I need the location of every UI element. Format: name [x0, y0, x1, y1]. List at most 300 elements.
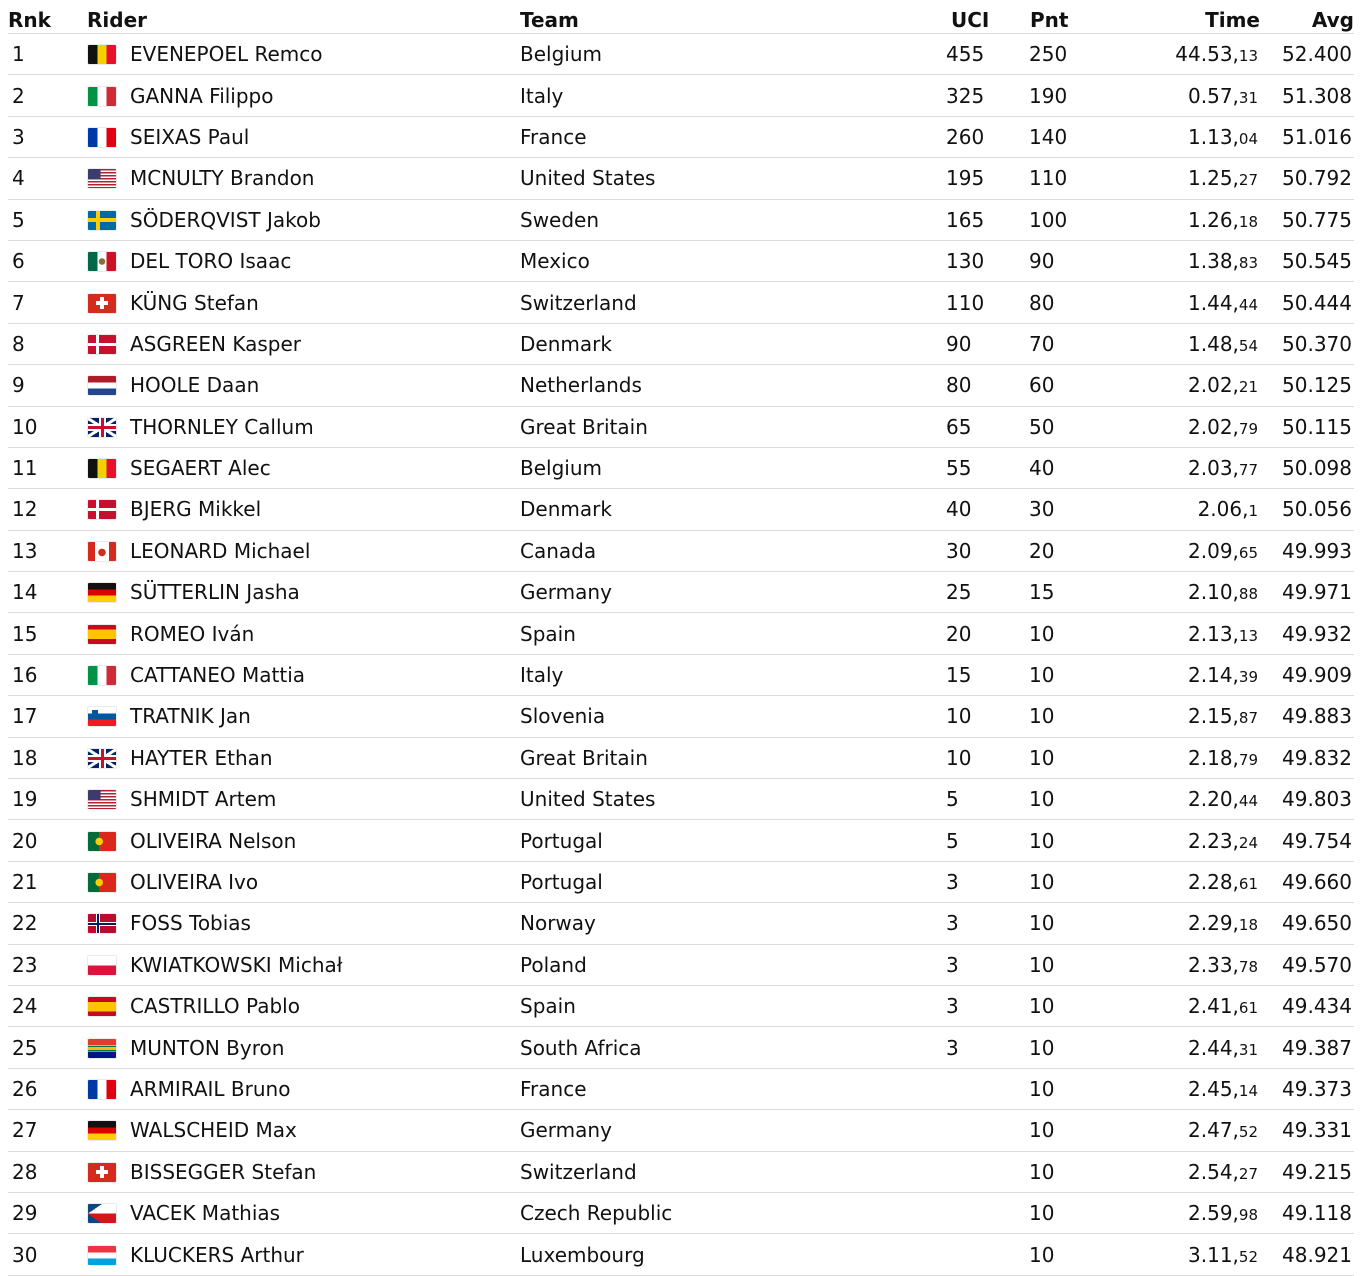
uci-cell: 3	[944, 944, 1024, 985]
table-row[interactable]	[8, 282, 1354, 323]
uci-cell: 325	[944, 75, 1024, 116]
rider-cell	[86, 1110, 520, 1151]
rider-cell	[86, 158, 520, 199]
table-row[interactable]	[8, 779, 1354, 820]
table-row[interactable]	[8, 903, 1354, 944]
time-value: 1.44,	[1188, 290, 1239, 315]
team-name-link[interactable]: France	[520, 124, 587, 149]
rider-name-link[interactable]: GANNA Filippo	[130, 83, 274, 108]
points-cell: 10	[1024, 820, 1124, 861]
rider-name-link[interactable]: LEONARD Michael	[130, 538, 311, 563]
team-cell	[520, 282, 944, 323]
table-row[interactable]	[8, 654, 1354, 695]
average-speed-cell: 49.832	[1260, 737, 1354, 778]
time-value: 2.33,	[1188, 952, 1239, 977]
points-cell: 30	[1024, 489, 1124, 530]
time-hundredths: 18	[1238, 212, 1258, 231]
team-name-link[interactable]: Portugal	[520, 870, 603, 894]
uci-cell: 10	[944, 737, 1024, 778]
points-cell: 90	[1024, 240, 1124, 281]
points-cell: 190	[1024, 75, 1124, 116]
team-name-link[interactable]: Portugal	[520, 828, 603, 853]
rank-cell: 26	[8, 1068, 86, 1109]
team-name-link[interactable]: Luxembourg	[520, 1242, 645, 1267]
table-row[interactable]	[8, 34, 1354, 75]
rider-name-link[interactable]: HOOLE Daan	[130, 373, 260, 398]
results-table	[8, 0, 1354, 1276]
time-hundredths: 79	[1238, 750, 1258, 769]
rider-cell	[86, 323, 520, 364]
points-cell: 10	[1024, 1234, 1124, 1275]
rider-name-link[interactable]: SÜTTERLIN Jasha	[130, 580, 300, 605]
uci-cell	[944, 1151, 1024, 1192]
team-cell	[520, 985, 944, 1026]
rider-name-link[interactable]: BJERG Mikkel	[130, 497, 262, 522]
time-cell	[1124, 944, 1260, 985]
rider-cell	[86, 1192, 520, 1233]
time-hundredths: 87	[1238, 709, 1258, 728]
team-name-link[interactable]: Poland	[520, 952, 587, 977]
time-cell	[1124, 1192, 1260, 1233]
rider-name-link[interactable]: TRATNIK Jan	[130, 704, 251, 729]
time-value: 2.14,	[1188, 663, 1239, 688]
uci-cell	[944, 1234, 1024, 1275]
time-cell	[1124, 737, 1260, 778]
average-speed-cell: 49.932	[1260, 613, 1354, 654]
time-value: 1.38,	[1188, 249, 1239, 274]
time-value: 2.44,	[1188, 1035, 1239, 1060]
team-cell	[520, 240, 944, 281]
rider-cell	[86, 1068, 520, 1109]
rank-cell: 6	[8, 240, 86, 281]
rank-cell: 16	[8, 654, 86, 695]
time-value: 2.06,	[1197, 497, 1249, 522]
team-name-link[interactable]: Spain	[520, 994, 576, 1019]
time-cell	[1124, 1151, 1260, 1192]
time-value: 2.45,	[1188, 1076, 1239, 1101]
time-cell	[1124, 282, 1260, 323]
team-name-link[interactable]: Mexico	[520, 249, 590, 274]
time-cell	[1124, 406, 1260, 447]
team-name-link[interactable]: Norway	[520, 911, 596, 936]
time-cell	[1124, 654, 1260, 695]
time-hundredths: 78	[1238, 957, 1258, 976]
rider-name-link[interactable]: CATTANEO Mattia	[130, 663, 306, 688]
table-row[interactable]	[8, 737, 1354, 778]
rider-cell	[86, 447, 520, 488]
team-name-link[interactable]: Italy	[520, 83, 564, 108]
average-speed-cell: 49.331	[1260, 1110, 1354, 1151]
uci-cell: 25	[944, 572, 1024, 613]
team-name-link[interactable]: United States	[520, 787, 656, 812]
uci-cell: 5	[944, 820, 1024, 861]
rank-cell: 17	[8, 696, 86, 737]
time-hundredths: 65	[1238, 543, 1258, 562]
time-value: 1.26,	[1188, 207, 1239, 232]
time-hundredths: 52	[1238, 1247, 1258, 1266]
rider-cell	[86, 696, 520, 737]
points-cell: 10	[1024, 1192, 1124, 1233]
rider-name-link[interactable]: HAYTER Ethan	[130, 745, 273, 770]
time-hundredths: 21	[1238, 378, 1258, 397]
header-time[interactable]: Time	[1124, 0, 1260, 34]
team-cell	[520, 447, 944, 488]
rider-name-link[interactable]: ARMIRAIL Bruno	[130, 1076, 291, 1101]
time-value: 0.57,	[1188, 83, 1239, 108]
rider-cell	[86, 903, 520, 944]
rider-name-link[interactable]: KÜNG Stefan	[130, 290, 259, 315]
uci-cell: 5	[944, 779, 1024, 820]
rank-cell: 1	[8, 34, 86, 75]
average-speed-cell: 49.971	[1260, 572, 1354, 613]
header-rank[interactable]: Rnk	[8, 0, 86, 34]
rider-name-link[interactable]: SEGAERT Alec	[130, 456, 271, 481]
team-cell	[520, 158, 944, 199]
rider-name-link[interactable]: THORNLEY Callum	[130, 414, 314, 439]
rider-cell	[86, 820, 520, 861]
mx-flag-icon	[88, 252, 116, 271]
average-speed-cell: 50.098	[1260, 447, 1354, 488]
points-cell: 10	[1024, 779, 1124, 820]
table-row[interactable]	[8, 613, 1354, 654]
ch-flag-icon	[88, 1163, 116, 1182]
uci-cell: 110	[944, 282, 1024, 323]
team-cell	[520, 365, 944, 406]
time-cell	[1124, 861, 1260, 902]
table-row[interactable]	[8, 158, 1354, 199]
team-name-link[interactable]: Sweden	[520, 207, 600, 232]
table-row[interactable]	[8, 530, 1354, 571]
time-hundredths: 54	[1238, 336, 1258, 355]
time-value: 2.20,	[1188, 787, 1239, 812]
rider-name-link[interactable]: SEIXAS Paul	[130, 124, 250, 149]
table-row[interactable]	[8, 489, 1354, 530]
points-cell: 70	[1024, 323, 1124, 364]
rider-name-link[interactable]: BISSEGGER Stefan	[130, 1159, 317, 1184]
team-name-link[interactable]: Spain	[520, 621, 576, 646]
time-value: 2.02,	[1188, 414, 1239, 439]
time-hundredths: 79	[1238, 419, 1258, 438]
points-cell: 20	[1024, 530, 1124, 571]
time-hundredths: 77	[1238, 461, 1258, 480]
table-row[interactable]	[8, 240, 1354, 281]
time-hundredths: 13	[1238, 626, 1258, 645]
uci-cell: 30	[944, 530, 1024, 571]
team-name-link[interactable]: Switzerland	[520, 1159, 637, 1184]
gb-flag-icon	[88, 418, 116, 437]
rider-cell	[86, 985, 520, 1026]
time-cell	[1124, 365, 1260, 406]
time-hundredths: 98	[1238, 1206, 1258, 1225]
team-name-link[interactable]: Belgium	[520, 42, 602, 67]
de-flag-icon	[88, 1121, 116, 1140]
points-cell: 110	[1024, 158, 1124, 199]
table-row[interactable]	[8, 1110, 1354, 1151]
average-speed-cell: 50.056	[1260, 489, 1354, 530]
time-hundredths: 31	[1238, 88, 1258, 107]
time-cell	[1124, 75, 1260, 116]
rider-cell	[86, 572, 520, 613]
table-row[interactable]	[8, 406, 1354, 447]
header-row	[8, 0, 1354, 34]
rider-cell	[86, 944, 520, 985]
team-cell	[520, 406, 944, 447]
time-hundredths: 44	[1238, 295, 1258, 314]
rider-cell	[86, 1027, 520, 1068]
uci-cell: 165	[944, 199, 1024, 240]
team-name-link[interactable]: Slovenia	[520, 704, 606, 729]
table-row[interactable]	[8, 365, 1354, 406]
team-cell	[520, 1027, 944, 1068]
team-cell	[520, 199, 944, 240]
za-flag-icon	[88, 1039, 116, 1058]
rank-cell: 4	[8, 158, 86, 199]
table-row[interactable]	[8, 447, 1354, 488]
header-uci[interactable]: UCI	[944, 0, 1024, 34]
time-value: 1.25,	[1188, 166, 1239, 191]
points-cell: 10	[1024, 696, 1124, 737]
table-row[interactable]	[8, 572, 1354, 613]
header-average[interactable]: Avg	[1260, 0, 1354, 34]
uci-cell: 195	[944, 158, 1024, 199]
rider-name-link[interactable]: ASGREEN Kasper	[130, 331, 302, 356]
time-value: 2.15,	[1188, 704, 1239, 729]
team-name-link[interactable]: Great Britain	[520, 414, 648, 439]
team-name-link[interactable]: Great Britain	[520, 745, 648, 770]
time-cell	[1124, 530, 1260, 571]
rank-cell: 20	[8, 820, 86, 861]
time-value: 2.02,	[1188, 373, 1239, 398]
rank-cell: 23	[8, 944, 86, 985]
points-cell: 10	[1024, 1027, 1124, 1068]
fr-flag-icon	[88, 128, 116, 147]
table-row[interactable]	[8, 199, 1354, 240]
table-row[interactable]	[8, 1068, 1354, 1109]
rider-name-link[interactable]: WALSCHEID Max	[130, 1118, 297, 1143]
rank-cell: 11	[8, 447, 86, 488]
time-hundredths: 83	[1238, 254, 1258, 273]
rider-name-link[interactable]: EVENEPOEL Remco	[130, 42, 323, 67]
average-speed-cell: 51.016	[1260, 116, 1354, 157]
team-name-link[interactable]: Germany	[520, 580, 612, 605]
team-name-link[interactable]: France	[520, 1076, 587, 1101]
rider-cell	[86, 779, 520, 820]
time-value: 1.13,	[1188, 124, 1239, 149]
rider-name-link[interactable]: SÖDERQVIST Jakob	[130, 207, 321, 232]
points-cell: 10	[1024, 861, 1124, 902]
time-value: 3.11,	[1188, 1242, 1239, 1267]
us-flag-icon	[88, 169, 116, 188]
uci-cell: 260	[944, 116, 1024, 157]
table-row[interactable]	[8, 861, 1354, 902]
team-cell	[520, 489, 944, 530]
table-row[interactable]	[8, 1027, 1354, 1068]
time-value: 2.09,	[1188, 538, 1239, 563]
points-cell: 250	[1024, 34, 1124, 75]
points-cell: 140	[1024, 116, 1124, 157]
points-cell: 10	[1024, 944, 1124, 985]
rider-cell	[86, 406, 520, 447]
average-speed-cell: 52.400	[1260, 34, 1354, 75]
rank-cell: 3	[8, 116, 86, 157]
uci-cell	[944, 1068, 1024, 1109]
rank-cell: 18	[8, 737, 86, 778]
rider-name-link[interactable]: OLIVEIRA Ivo	[130, 870, 259, 894]
table-row[interactable]	[8, 75, 1354, 116]
average-speed-cell: 50.125	[1260, 365, 1354, 406]
team-name-link[interactable]: Netherlands	[520, 373, 642, 398]
points-cell: 10	[1024, 1110, 1124, 1151]
pt-flag-icon	[88, 832, 116, 851]
average-speed-cell: 49.215	[1260, 1151, 1354, 1192]
team-name-link[interactable]: Denmark	[520, 331, 612, 356]
time-value: 2.41,	[1188, 994, 1239, 1019]
it-flag-icon	[88, 87, 116, 106]
team-cell	[520, 1068, 944, 1109]
uci-cell: 3	[944, 903, 1024, 944]
table-row[interactable]	[8, 944, 1354, 985]
rank-cell: 19	[8, 779, 86, 820]
de-flag-icon	[88, 583, 116, 602]
table-row[interactable]	[8, 820, 1354, 861]
ch-flag-icon	[88, 294, 116, 313]
rider-name-link[interactable]: VACEK Mathias	[130, 1201, 281, 1226]
time-value: 2.47,	[1188, 1118, 1239, 1143]
team-name-link[interactable]: Belgium	[520, 456, 602, 481]
rider-cell	[86, 282, 520, 323]
points-cell: 15	[1024, 572, 1124, 613]
uci-cell: 3	[944, 985, 1024, 1026]
time-value: 2.18,	[1188, 745, 1239, 770]
time-hundredths: 61	[1238, 999, 1258, 1018]
time-value: 44.53,	[1175, 42, 1239, 67]
rank-cell: 10	[8, 406, 86, 447]
lu-flag-icon	[88, 1246, 116, 1265]
average-speed-cell: 49.883	[1260, 696, 1354, 737]
time-hundredths: 1	[1248, 502, 1258, 521]
header-rider[interactable]: Rider	[86, 0, 520, 34]
rider-cell	[86, 34, 520, 75]
time-hundredths: 13	[1238, 47, 1258, 66]
rank-cell: 28	[8, 1151, 86, 1192]
table-row[interactable]	[8, 1151, 1354, 1192]
average-speed-cell: 49.803	[1260, 779, 1354, 820]
time-hundredths: 27	[1238, 171, 1258, 190]
uci-cell	[944, 1110, 1024, 1151]
time-hundredths: 88	[1238, 585, 1258, 604]
rider-name-link[interactable]: MUNTON Byron	[130, 1035, 285, 1060]
table-row[interactable]	[8, 1234, 1354, 1275]
rider-name-link[interactable]: OLIVEIRA Nelson	[130, 828, 297, 853]
table-row[interactable]	[8, 323, 1354, 364]
time-cell	[1124, 696, 1260, 737]
time-cell	[1124, 34, 1260, 75]
rider-name-link[interactable]: KWIATKOWSKI Michał	[130, 952, 343, 977]
time-cell	[1124, 158, 1260, 199]
rank-cell: 24	[8, 985, 86, 1026]
pl-flag-icon	[88, 956, 116, 975]
team-name-link[interactable]: Italy	[520, 663, 564, 688]
time-cell	[1124, 447, 1260, 488]
rider-name-link[interactable]: SHMIDT Artem	[130, 787, 277, 812]
table-row[interactable]	[8, 116, 1354, 157]
rider-cell	[86, 489, 520, 530]
rider-cell	[86, 530, 520, 571]
points-cell: 10	[1024, 1151, 1124, 1192]
team-cell	[520, 1110, 944, 1151]
team-cell	[520, 903, 944, 944]
points-cell: 10	[1024, 985, 1124, 1026]
average-speed-cell: 50.444	[1260, 282, 1354, 323]
team-name-link[interactable]: Switzerland	[520, 290, 637, 315]
team-name-link[interactable]: United States	[520, 166, 656, 191]
table-row[interactable]	[8, 696, 1354, 737]
uci-cell	[944, 1192, 1024, 1233]
time-cell	[1124, 985, 1260, 1026]
time-cell	[1124, 116, 1260, 157]
table-row[interactable]	[8, 1192, 1354, 1233]
rider-cell	[86, 240, 520, 281]
team-name-link[interactable]: Canada	[520, 538, 597, 563]
team-name-link[interactable]: Denmark	[520, 497, 612, 522]
team-name-link[interactable]: Czech Republic	[520, 1201, 673, 1226]
time-hundredths: 39	[1238, 668, 1258, 687]
time-hundredths: 14	[1238, 1081, 1258, 1100]
nl-flag-icon	[88, 376, 116, 395]
time-hundredths: 18	[1238, 916, 1258, 935]
table-row[interactable]	[8, 985, 1354, 1026]
points-cell: 50	[1024, 406, 1124, 447]
pt-flag-icon	[88, 873, 116, 892]
time-cell	[1124, 820, 1260, 861]
dk-flag-icon	[88, 335, 116, 354]
time-value: 2.03,	[1188, 456, 1239, 481]
header-team[interactable]: Team	[520, 0, 944, 34]
team-cell	[520, 696, 944, 737]
average-speed-cell: 49.373	[1260, 1068, 1354, 1109]
average-speed-cell: 49.993	[1260, 530, 1354, 571]
rider-cell	[86, 861, 520, 902]
average-speed-cell: 49.434	[1260, 985, 1354, 1026]
rider-name-link[interactable]: FOSS Tobias	[130, 911, 251, 936]
team-cell	[520, 944, 944, 985]
rank-cell: 13	[8, 530, 86, 571]
average-speed-cell: 49.909	[1260, 654, 1354, 695]
rider-cell	[86, 75, 520, 116]
rider-cell	[86, 365, 520, 406]
rider-cell	[86, 1151, 520, 1192]
time-cell	[1124, 489, 1260, 530]
rider-name-link[interactable]: MCNULTY Brandon	[130, 166, 315, 191]
uci-cell: 40	[944, 489, 1024, 530]
time-cell	[1124, 1234, 1260, 1275]
rank-cell: 9	[8, 365, 86, 406]
us-flag-icon	[88, 790, 116, 809]
rider-name-link[interactable]: DEL TORO Isaac	[130, 249, 292, 274]
rider-name-link[interactable]: KLUCKERS Arthur	[130, 1242, 304, 1267]
rider-name-link[interactable]: CASTRILLO Pablo	[130, 994, 300, 1019]
team-name-link[interactable]: South Africa	[520, 1035, 642, 1060]
team-cell	[520, 861, 944, 902]
average-speed-cell: 48.921	[1260, 1234, 1354, 1275]
points-cell: 10	[1024, 1068, 1124, 1109]
time-value: 2.23,	[1188, 828, 1239, 853]
team-name-link[interactable]: Germany	[520, 1118, 612, 1143]
rider-name-link[interactable]: ROMEO Iván	[130, 621, 255, 646]
header-points[interactable]: Pnt	[1024, 0, 1124, 34]
team-cell	[520, 530, 944, 571]
rider-cell	[86, 116, 520, 157]
